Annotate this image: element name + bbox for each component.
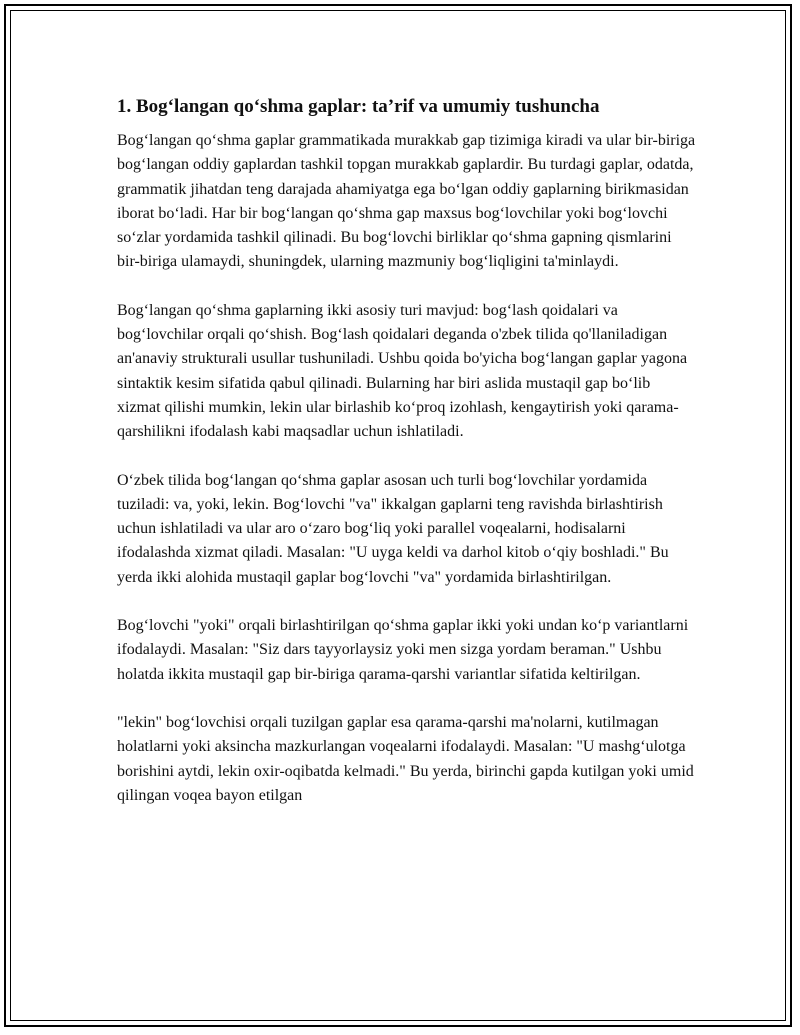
paragraph: "lekin" bog‘lovchisi orqali tuzilgan gaplar esa qarama-qarshi ma'nolarni, kutilmagan holatlarni yoki aksincha mazkurlangan voqealarni ifodalaydi. Masalan: "U mashg‘ulotga borishini aytdi, lekin oxir-oqibatda kelmadi." Bu yerda, birinchi gapda kutilgan yoki umid qilingan voqea bayon etilgan bbox=[117, 713, 694, 804]
document-body bbox=[117, 94, 697, 832]
section-heading: 1. Bog‘langan qo‘shma gaplar: ta’rif va umumiy tushuncha bbox=[117, 96, 600, 117]
paragraph: Bog‘langan qo‘shma gaplar grammatikada murakkab gap tizimiga kiradi va ular bir-biriga bog‘langan oddiy gaplardan tashkil topgan murakkab gaplardir. Bu turdagi gaplar, odatda, grammatik jihatdan teng darajada ahamiyatga ega bo‘lgan oddiy gaplarning birikmasidan iborat bo‘ladi. Har bir bog‘langan qo‘shma gap maxsus bog‘lovchilar yoki bog‘lovchi so‘zlar yordamida tashkil qilinadi. Bu bog‘lovchi birliklar qo‘shma gapning qismlarini bir-biriga ulamaydi, shuningdek, ularning mazmuniy bog‘liqligini ta'minlaydi. bbox=[117, 132, 696, 271]
paragraph: O‘zbek tilida bog‘langan qo‘shma gaplar asosan uch turli bog‘lovchilar yordamida tuziladi: va, yoki, lekin. Bog‘lovchi "va" ikkalgan gaplarni teng ravishda birlashtirish uchun ishlatiladi va ular aro o‘zaro bog‘liq yoki parallel voqealarni, hodisalarni ifodalashda xizmat qiladi. Masalan: "U uyga keldi va darhol kitob o‘qiy boshladi." Bu yerda ikki alohida mustaqil gaplar bog‘lovchi "va" yordamida birlashtirilgan. bbox=[117, 471, 669, 586]
paragraph: Bog‘lovchi "yoki" orqali birlashtirilgan qo‘shma gaplar ikki yoki undan ko‘p variantlarni ifodalaydi. Masalan: "Siz dars tayyorlaysiz yoki men sizga yordam beraman." Ushbu holatda ikkita mustaqil gap bir-biriga qarama-qarshi variantlar sifatida keltirilgan. bbox=[117, 617, 689, 683]
paragraph: Bog‘langan qo‘shma gaplarning ikki asosiy turi mavjud: bog‘lash qoidalari va bog‘lovchilar orqali qo‘shish. Bog‘lash qoidalari deganda o'zbek tilida qo'llaniladigan an'anaviy strukturali usullar tushuniladi. Ushbu qoida bo'yicha bog‘langan gaplar yagona sintaktik kesim sifatida qabul qilinadi. Bularning har biri aslida mustaqil gap bo‘lib xizmat qilishi mumkin, lekin ular birlashib ko‘proq izohlash, kengaytirish yoki qarama-qarshilikni ifodalash kabi maqsadlar uchun ishlatiladi. bbox=[117, 301, 688, 441]
